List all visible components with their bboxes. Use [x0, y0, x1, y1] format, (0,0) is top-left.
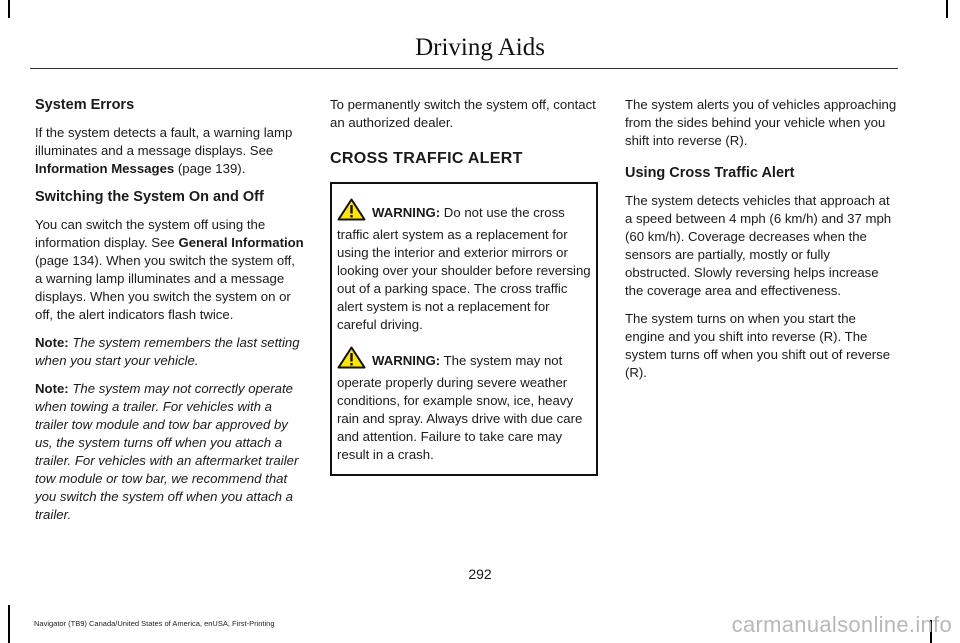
link-general-information[interactable]: General Information [178, 235, 304, 250]
text-fragment: You can switch the system off using the information display. See [35, 217, 266, 250]
page-title: Driving Aids [415, 34, 545, 61]
note-last-setting [35, 334, 305, 370]
crop-mark-top-right-v [946, 0, 948, 18]
footer-doc-info: Navigator (TB9) Canada/United States of America, enUSA, First-Printing [34, 619, 275, 628]
heading-system-errors: System Errors [35, 97, 135, 113]
note-trailer [35, 380, 305, 524]
note-text: The system remembers the last setting when you start your vehicle. [35, 335, 300, 368]
warning-box [330, 182, 598, 476]
column-middle [330, 96, 598, 476]
column-right [625, 96, 897, 392]
warning-label: WARNING: [372, 205, 441, 220]
text-fragment: If the system detects a fault, a warning lamp illuminates and a message displays. See [35, 125, 293, 158]
crop-mark-top-left-v [8, 0, 10, 18]
column-left [35, 96, 305, 534]
note-text: The system may not correctly operate when towing a trailer. For vehicles with a trailer tow module and tow bar approved by us, the system turns off when you attach a trailer. For vehicles with an aftermarket trailer tow module or tow bar, we recommend that you switch the system off when you attach a trailer. [35, 381, 299, 522]
text-fragment: (page 139). [174, 161, 246, 176]
paragraph-permanent-off: To permanently switch the system off, contact an authorized dealer. [330, 97, 596, 130]
page-number: 292 [468, 566, 492, 582]
link-information-messages[interactable]: Information Messages [35, 161, 175, 176]
warning-triangle-icon [337, 198, 366, 226]
warning-text: The system may not operate properly during severe weather conditions, for example snow, ice, heavy rain and spray. Always drive with due care and attention. Failure to take care may result in a crash. [337, 353, 583, 462]
watermark-text[interactable]: carmanualsonline.info [731, 612, 952, 637]
heading-cross-traffic-alert: CROSS TRAFFIC ALERT [330, 150, 523, 167]
text-fragment: (page 134). When you switch the system off, a warning lamp illuminates and a message displays. When you switch the system on or off, the alert indicators flash twice. [35, 253, 295, 322]
warning-triangle-icon [337, 346, 366, 374]
note-label: Note: [35, 335, 69, 350]
warning-text: Do not use the cross traffic alert system as a replacement for using the interior and exterior mirrors or looking over your shoulder before reversing out of a parking space. The cross traffic alert system is not a replacement for careful driving. [337, 205, 591, 332]
header-rule [30, 68, 898, 69]
paragraph-system-alerts: The system alerts you of vehicles approaching from the sides behind your vehicle when you shift into reverse (R). [625, 97, 897, 148]
paragraph-system-errors [35, 124, 305, 178]
warning-label: WARNING: [372, 353, 441, 368]
warning-weather [337, 346, 591, 464]
heading-switching: Switching the System On and Off [35, 189, 264, 205]
crop-mark-bottom-left-v [8, 605, 10, 643]
warning-mirrors [337, 198, 591, 334]
paragraph-turns-on: The system turns on when you start the engine and you shift into reverse (R). The system turns off when you shift out of reverse (R). [625, 311, 891, 380]
note-label: Note: [35, 381, 69, 396]
paragraph-detection-speed: The system detects vehicles that approach at a speed between 4 mph (6 km/h) and 37 mph (60 km/h). Coverage decreases when the sensors are partially, mostly or fully obstructed. Slowly reversing helps increase the coverage area and effectiveness. [625, 193, 892, 298]
heading-using-cross-traffic-alert: Using Cross Traffic Alert [625, 165, 795, 181]
paragraph-switching [35, 216, 305, 324]
